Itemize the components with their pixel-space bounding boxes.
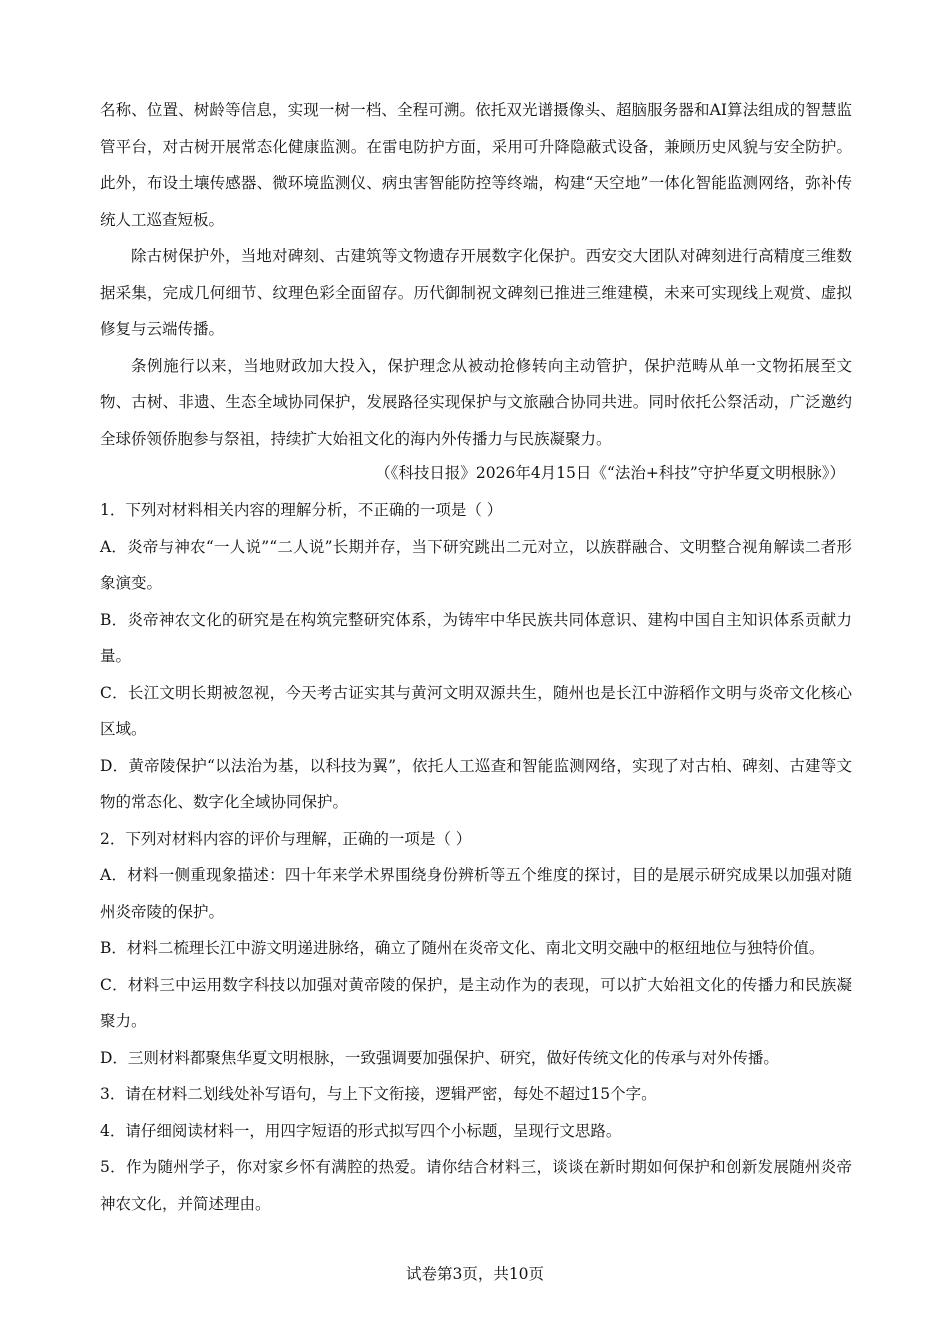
question-2-option-b: B．材料二梳理长江中游文明递进脉络，确立了随州在炎帝文化、南北文明交融中的枢纽地位与独特价值。	[100, 939, 825, 957]
question-list	[100, 492, 852, 1222]
question-1-stem: 1．下列对材料相关内容的理解分析，不正确的一项是（ ）	[100, 501, 503, 519]
material-paragraph-2: 除古树保护外，当地对碑刻、古建筑等文物遗存开展数字化保护。西安交大团队对碑刻进行高精度三维数据采集，完成几何细节、纹理色彩全面留存。历代御制祝文碑刻已推进三维建模，未来可实现线上观赏、虚拟修复与云端传播。	[100, 247, 852, 338]
material-paragraph-1: 名称、位置、树龄等信息，实现一树一档、全程可溯。依托双光谱摄像头、超脑服务器和AI算法组成的智慧监管平台，对古树开展常态化健康监测。在雷电防护方面，采用可升降隐蔽式设备，兼顾历史风貌与安全防护。此外，布设土壤传感器、微环境监测仪、病虫害智能防控等终端，构建“天空地”一体化智能监测网络，弥补传统人工巡查短板。	[100, 101, 852, 229]
question-1-option-b: B．炎帝神农文化的研究是在构筑完整研究体系，为铸牢中华民族共同体意识、建构中国自主知识体系贡献力量。	[100, 610, 852, 665]
material-paragraph-3: 条例施行以来，当地财政加大投入，保护理念从被动抢修转向主动管护，保护范畴从单一文物拓展至文物、古树、非遗、生态全域协同保护，发展路径实现保护与文旅融合协同共进。同时依托公祭活动，广泛邀约全球侨领侨胞参与祭祖，持续扩大始祖文化的海内外传播力与民族凝聚力。	[100, 356, 852, 448]
page-footer: 试卷第3页，共10页	[405, 1265, 545, 1283]
question-1-option-d: D．黄帝陵保护“以法治为基，以科技为翼”，依托人工巡查和智能监测网络，实现了对古柏、碑刻、古建等文物的常态化、数字化全域协同保护。	[100, 756, 852, 811]
question-2-option-c: C．材料三中运用数字科技以加强对黄帝陵的保护，是主动作为的表现，可以扩大始祖文化的传播力和民族凝聚力。	[100, 975, 852, 1030]
material-source: （《科技日报》2026年4月15日《“法治+科技”守护华夏文明根脉》）	[375, 464, 845, 482]
question-3: 3．请在材料二划线处补写语句，与上下文衔接，逻辑严密，每处不超过15个字。	[100, 1085, 657, 1103]
question-2-option-d: D．三则材料都聚焦华夏文明根脉，一致强调要加强保护、研究，做好传统文化的传承与对外传播。	[100, 1048, 779, 1067]
question-5: 5．作为随州学子，你对家乡怀有满腔的热爱。请你结合材料三，谈谈在新时期如何保护和创新发展随州炎帝神农文化，并简述理由。	[100, 1158, 852, 1213]
question-2-stem: 2．下列对材料内容的评价与理解，正确的一项是（ ）	[100, 829, 472, 848]
question-1-option-c: C．长江文明长期被忽视，今天考古证实其与黄河文明双源共生，随州也是长江中游稻作文明与炎帝文化核心区域。	[100, 683, 852, 738]
question-1-option-a: A．炎帝与神农“一人说”“二人说”长期并存，当下研究跳出二元对立，以族群融合、文明整合视角解读二者形象演变。	[100, 537, 852, 592]
question-4: 4．请仔细阅读材料一，用四字短语的形式拟写四个小标题，呈现行文思路。	[100, 1121, 622, 1140]
reading-material	[100, 92, 852, 457]
question-2-option-a: A．材料一侧重现象描述：四十年来学术界围绕身份辨析等五个维度的探讨，目的是展示研究成果以加强对随州炎帝陵的保护。	[100, 866, 852, 921]
